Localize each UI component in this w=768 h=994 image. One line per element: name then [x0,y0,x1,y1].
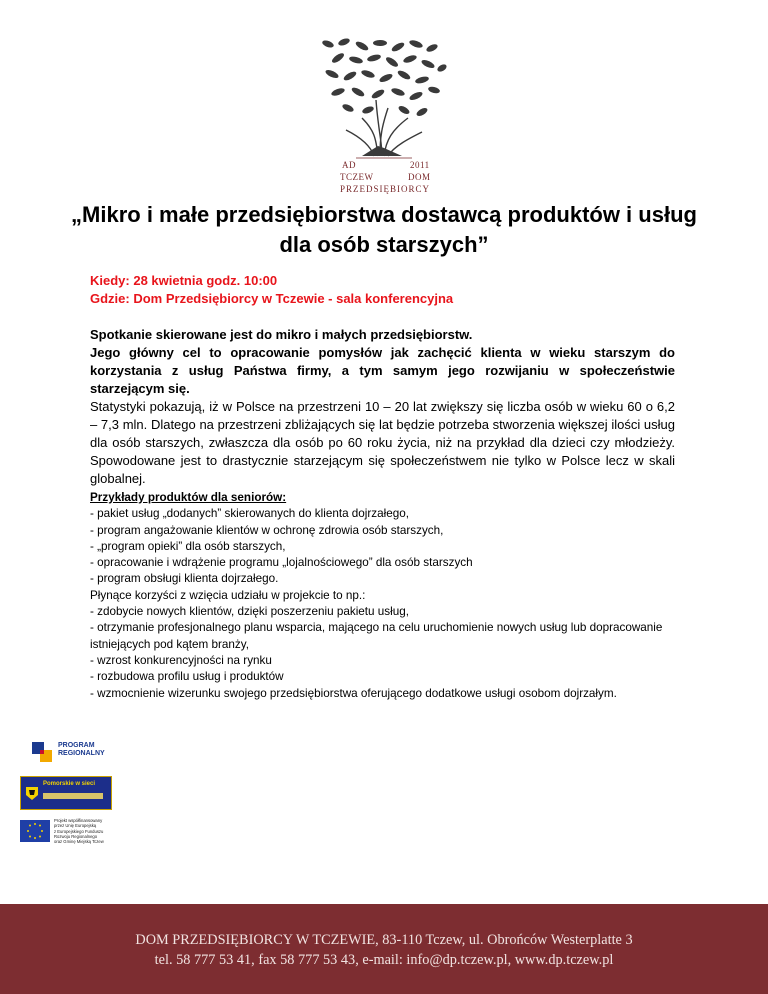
list-item: - otrzymanie profesjonalnego planu wsparcia, mającego na celu uruchomienie nowych usług lub dopracowanie istniejących pod kątem branży, [90,621,663,651]
intro-section [90,326,675,488]
logo-ad-text: AD [342,160,356,170]
logo-dom-text: DOM [408,172,431,182]
event-when: Kiedy: 28 kwietnia godz. 10:00 [90,273,278,288]
eu-text-3: z Europejskiego Funduszu [54,828,104,834]
list-item: - pakiet usług „dodanych” skierowanych do klienta dojrzałego, [90,507,409,521]
list-item: - opracowanie i wdrążenie programu „lojalnościowego” dla osób starszych [90,556,473,570]
regionalny-text: REGIONALNY [58,750,105,757]
list-item: - wzrost konkurencyjności na rynku [90,653,272,667]
eu-text-2: przez Unię Europejską [54,823,97,829]
eu-flag-icon [20,820,50,842]
intro-paragraph: Statystyki pokazują, iż w Polsce na przestrzeni 10 – 20 lat zwiększy się liczba osób w wieku 60 o 6,2 – 7,3 mln. Dlatego na przestrzeni zbliżających się lat będzie potrzeba stworzenia większej ilości usług dla osób starszych, zwłaszcza dla osób po 60 roku życia, niż na przykład dla dzieci czy młodzieży. Spowodowane jest to drastycznie starzejącym się społeczeństwem nie tylko w Polsce lecz w skali globalnej. [90,399,675,486]
intro-bold-2: Jego główny cel to opracowanie pomysłów jak zachęcić klienta w wieku starszym do korzystania z usług Państwa firmy, a tym samym jego rozwijaniu w społeczeństwie starzejącym się. [90,345,675,396]
footer [0,904,768,994]
program-regionalny-logo [30,736,140,766]
dom-przedsiebiorcy-logo [318,38,450,198]
eu-logo [20,818,110,848]
eu-text-1: Projekt współfinansowany [54,818,103,823]
list-item: - program obsługi klienta dojrzałego. [90,572,279,586]
eu-text-5: oraz Gminę Miejską Tczew [54,839,104,845]
examples-heading: Przykłady produktów dla seniorów: [90,491,287,504]
pomorskie-text: Pomorskie w sieci [43,781,96,787]
intro-bold-1: Spotkanie skierowane jest do mikro i małych przedsiębiorstw. [90,327,473,342]
footer-contact: tel. 58 777 53 41, fax 58 777 53 43, e-mail: info@dp.tczew.pl, www.dp.tczew.pl [154,952,614,968]
logo-year-text: 2011 [410,160,430,170]
eu-text-4: Rozwoju Regionalnego [54,833,98,839]
list-item: - rozbudowa profilu usług i produktów [90,670,284,684]
program-regionalny-icon [30,740,54,764]
event-where: Gdzie: Dom Przedsiębiorcy w Tczewie - sala konferencyjna [90,291,454,306]
list-item: - „program opieki” dla osób starszych, [90,539,286,553]
benefits-heading: Płynące korzyści z wzięcia udziału w projekcie to np.: [90,588,366,602]
program-text: PROGRAM [58,742,95,749]
logo-tczew-text: TCZEW [340,172,374,182]
list-item: - zdobycie nowych klientów, dzięki poszerzeniu pakietu usług, [90,605,409,619]
pomorskie-logo [20,776,112,810]
list-item: - wzmocnienie wizerunku swojego przedsiębiorstwa oferującego dodatkowe usługi osobom dojrzałym. [90,686,617,700]
page-title: „Mikro i małe przedsiębiorstwa dostawcą produktów i usług dla osób starszych” [71,202,697,257]
examples-section [90,490,675,702]
logo-przedsiebiorcy-text: PRZEDSIĘBIORCY [340,184,431,194]
list-item: - program angażowanie klientów w ochronę zdrowia osób starszych, [90,523,444,537]
griffin-icon [25,785,39,801]
footer-address: DOM PRZEDSIĘBIORCY W TCZEWIE, 83-110 Tczew, ul. Obrońców Westerplatte 3 [135,932,633,948]
